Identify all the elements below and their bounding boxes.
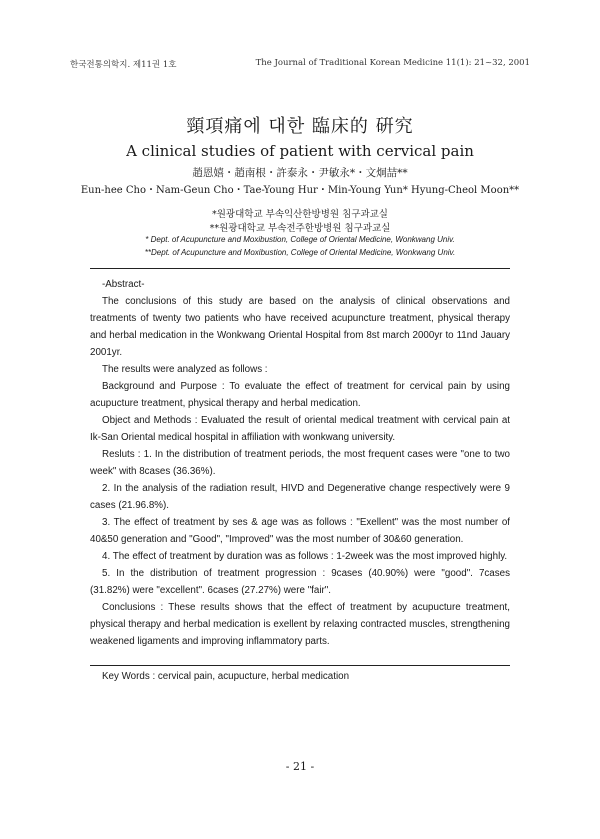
abstract-paragraph: The conclusions of this study are based on the analysis of clinical observations and treatments of twenty two patients who have received acupuncture treatment, physical therapy and herbal medication in the Wonkwang Oriental Hospital from 8st march 2000yr to 11nd Jauary 2001yr. [90,296,510,358]
authors-english: Eun-hee Cho・Nam-Geun Cho・Tae-Young Hur・Min-Young Yun* Hyung-Cheol Moon** [80,185,520,196]
abstract-paragraph: 2. In the analysis of the radiation result, HIVD and Degenerative change respectively were 9 cases (21.96.8%). [90,483,510,511]
abstract-top-divider [90,268,510,269]
title-english: A clinical studies of patient with cervical pain [126,142,474,160]
authors-korean: 趙恩嬉・趙南根・許泰永・尹敏永*・文炯喆** [192,167,408,179]
abstract-paragraph: 5. In the distribution of treatment progression : 9cases (40.90%) were "good". 7cases (31.82%) were "excellent". 6cases (27.27%) were "fair". [90,568,510,596]
abstract-label: -Abstract- [102,279,145,290]
abstract-paragraph: Background and Purpose : To evaluate the effect of treatment for cervical pain by using acupucture treatment, physical therapy and herbal medication. [90,381,510,409]
abstract-paragraph: Object and Methods : Evaluated the result of oriental medical treatment with cervical pain at Ik-San Oriental medical hospital in affiliation with wonkwang university. [90,415,510,443]
journal-header-korean: 한국전통의학지. 제11권 1호 [70,60,177,70]
title-block [0,112,600,160]
abstract-paragraph: 3. The effect of treatment by ses & age was as follows : "Exellent" was the most number of 40&50 generation and "Good", "Improved" was the most number of 30&60 generation. [90,517,510,545]
keywords: Key Words : cervical pain, acupucture, herbal medication [102,671,350,682]
keywords-divider [90,665,510,666]
abstract-paragraph: The results were analyzed as follows : [102,364,268,375]
affiliation-english-1: * Dept. of Acupuncture and Moxibustion, College of Oriental Medicine, Wonkwang Univ. [145,235,455,244]
abstract-paragraph: Resluts : 1. In the distribution of treatment periods, the most frequent cases were "one to two week" with 8cases (36.36%). [90,449,510,477]
affiliation-english-2: **Dept. of Acupuncture and Moxibustion, College of Oriental Medicine, Wonkwang Univ. [144,248,456,257]
journal-header-english: The Journal of Traditional Korean Medicine 11(1): 21~32, 2001 [255,58,530,68]
affiliation-korean-1: *원광대학교 부속익산한방병원 침구과교실 [212,209,388,220]
abstract-section [90,276,510,650]
abstract-paragraph: 4. The effect of treatment by duration was as follows : 1-2week was the most improved highly. [102,551,508,562]
title-korean: 頸項痛에 대한 臨床的 硏究 [186,116,414,137]
page-number: - 21 - [285,760,315,773]
abstract-paragraph: Conclusions : These results shows that the effect of treatment by acupucture treatment, physical therapy and herbal medication is exellent by relaxing contracted muscles, strengthening weakened ligaments and improving inflammatory parts. [90,602,510,647]
affiliation-korean-2: **원광대학교 부속전주한방병원 침구과교실 [209,223,391,234]
